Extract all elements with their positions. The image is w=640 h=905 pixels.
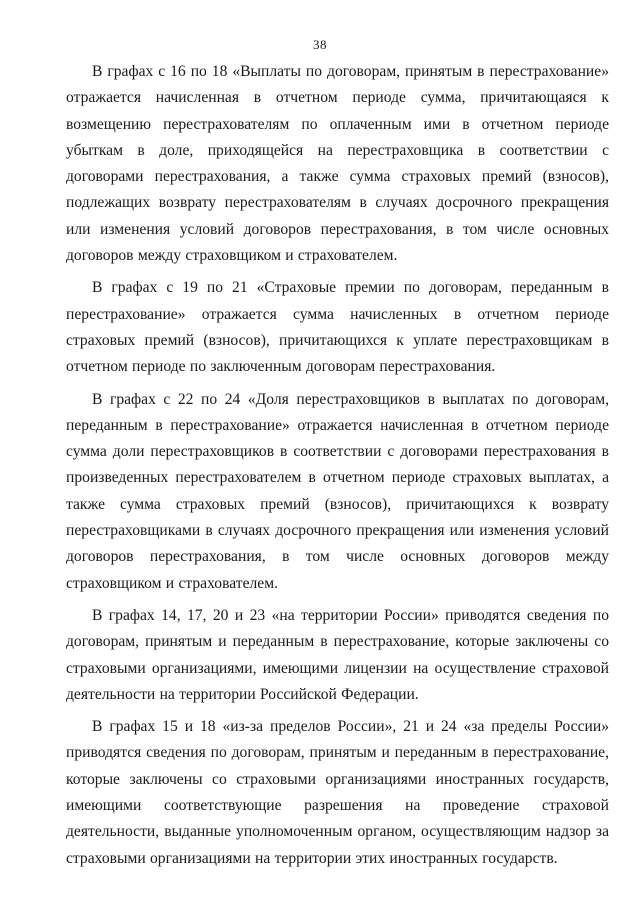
paragraph-ceded-premiums: В графах с 19 по 21 «Страховые премии по договорам, переданным в перестрахование» отражается сумма начисленных в отчетном периоде страховых премий (взносов), причитающихся к уплате перестраховщикам в отчетном периоде по заключенным договорам перестрахования. (66, 279, 609, 376)
paragraph-foreign-reinsurance: В графах 15 и 18 «из-за пределов России», 21 и 24 «за пределы России» приводятся сведения по договорам, принятым и переданным в перестрахование, которые заключены со страховыми организациями иностранных государств, имеющими соответствующие разрешения на проведение страховой деятельности, выданные уполномоченным органом, осуществляющим надзор за страховыми организациями на территории этих иностранных государств. (66, 718, 609, 867)
paragraph-reinsurers-share: В графах с 22 по 24 «Доля перестраховщиков в выплатах по договорам, переданным в перестрахование» отражается начисленная в отчетном периоде сумма доли перестраховщиков в соответствии с договорами перестрахования в произведенных перестрахователем в отчетном периоде страховых выплатах, а также сумма страховых премий (взносов), причитающихся к возврату перестраховщиками в случаях досрочного прекращения или изменения условий договоров перестрахования, в том числе основных договоров между страховщиком и страхователем. (66, 390, 609, 592)
paragraph-reinsurance-accepted-payments: В графах с 16 по 18 «Выплаты по договорам, принятым в перестрахование» отражается начисленная в отчетном периоде сумма, причитающаяся к возмещению перестрахователям по оплаченным ими в отчетном периоде убыткам в доле, приходящейся на перестраховщика в соответствии с договорами перестрахования, а также сумма страховых премий (взносов), подлежащих возврату перестрахователям в случаях досрочного прекращения или изменения условий договоров перестрахования, в том числе основных договоров между страховщиком и страхователем. (66, 63, 609, 265)
body-text (66, 59, 609, 878)
page-number: 38 (313, 37, 327, 52)
paragraph-domestic-reinsurance: В графах 14, 17, 20 и 23 «на территории России» приводятся сведения по договорам, принятым и переданным в перестрахование, которые заключены со страховыми организациями, имеющими лицензии на осуществление страховой деятельности на территории Российской Федерации. (66, 606, 609, 703)
